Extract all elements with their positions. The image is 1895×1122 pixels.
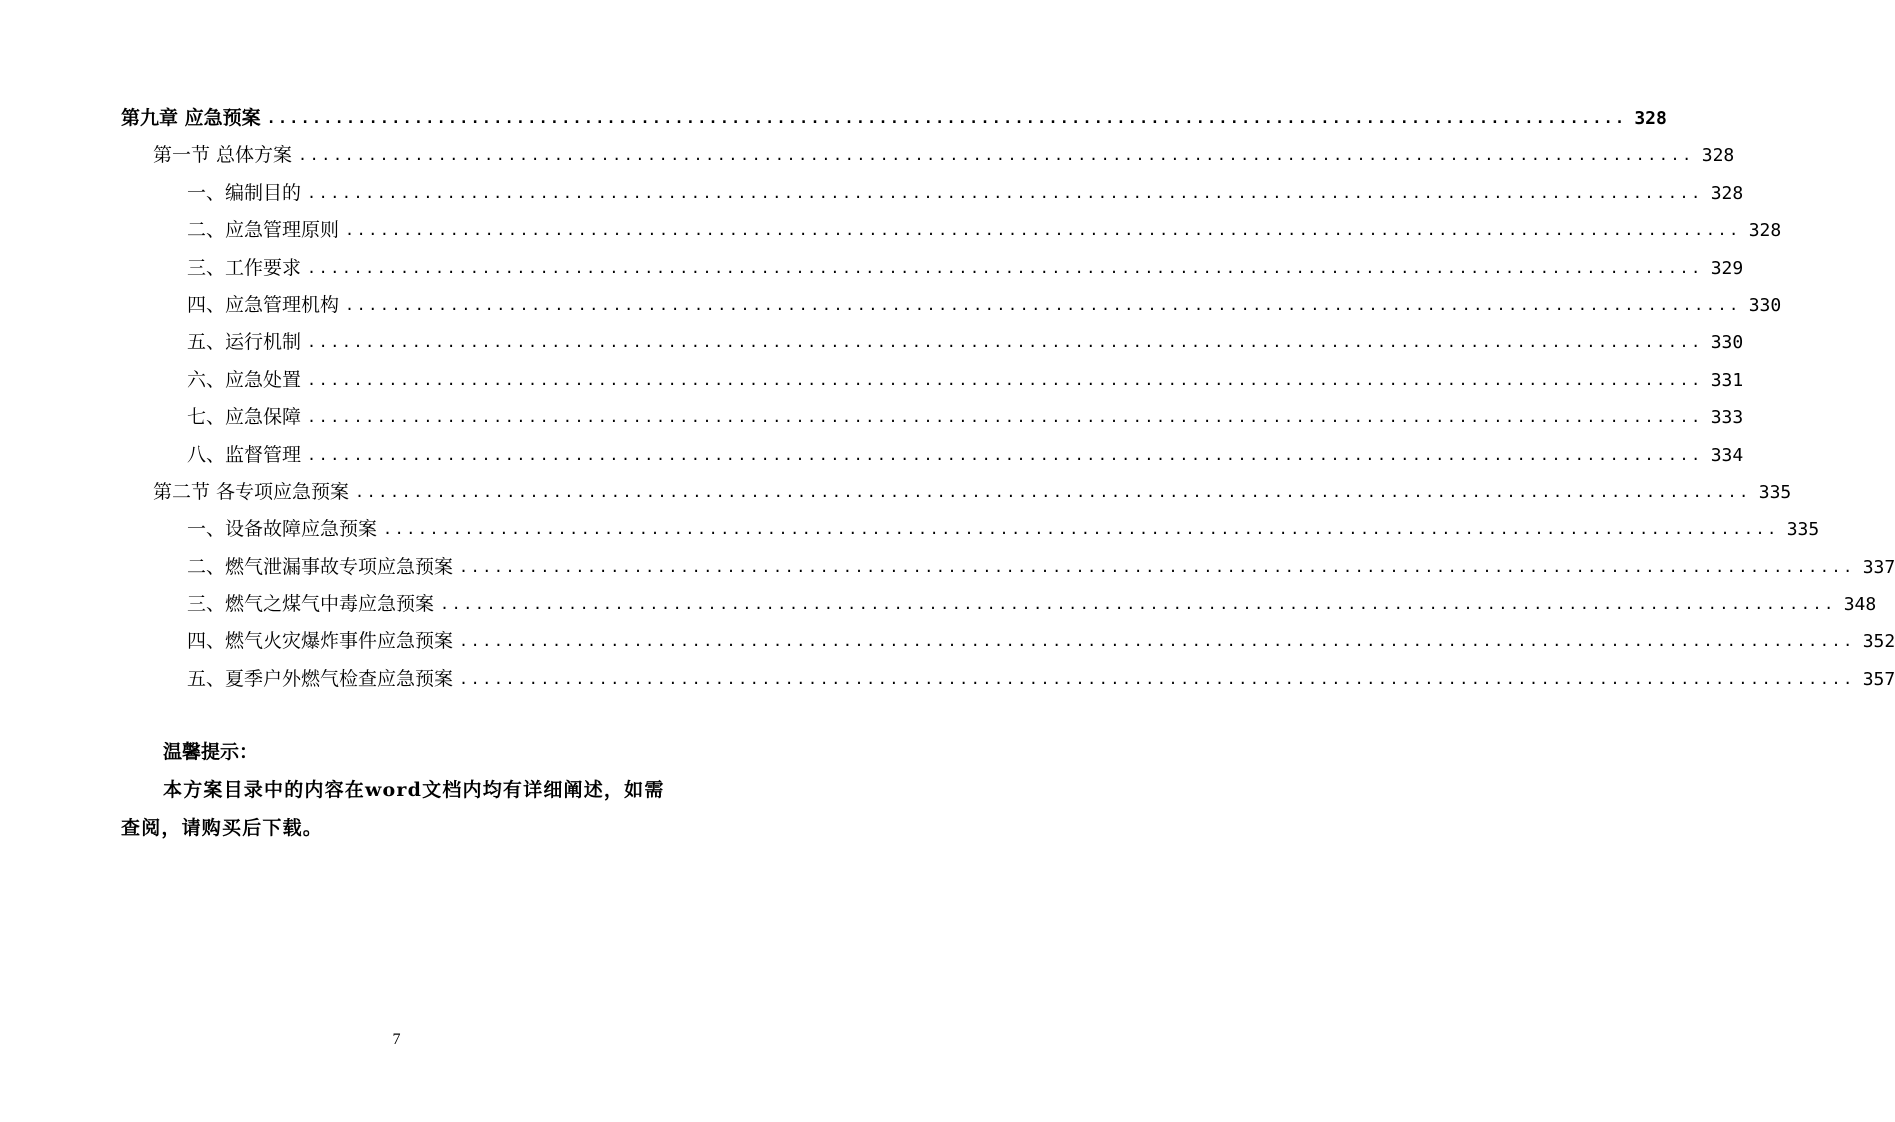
- toc-item-entry[interactable]: [121, 175, 1744, 212]
- toc-entry-title: 第九章 应急预案: [121, 106, 261, 129]
- toc-entry-title: 二、燃气泄漏事故专项应急预案: [187, 555, 454, 578]
- page-number: 7: [392, 1031, 401, 1048]
- toc-entry-page: 348: [1843, 594, 1877, 616]
- toc-entry-title: 三、工作要求: [187, 256, 302, 279]
- toc-entry-page: 328: [1634, 107, 1667, 129]
- toc-entry-title: 七、应急保障: [187, 406, 302, 429]
- toc-entry-page: 330: [1748, 294, 1782, 316]
- toc-section-entry[interactable]: [121, 474, 1792, 511]
- toc-entry-page: 337: [1862, 556, 1895, 578]
- toc-dot-leader: ........................................................................................................................: [355, 482, 1751, 501]
- toc-item-entry[interactable]: [121, 437, 1744, 474]
- toc-entry-title: 六、应急处置: [187, 368, 302, 391]
- toc-dot-leader: ........................................................................................................................: [459, 669, 1855, 688]
- toc-dot-leader: ........................................................................................................................: [307, 183, 1703, 202]
- toc-entry-title: 八、监督管理: [187, 443, 302, 466]
- toc-entry-title: 三、燃气之煤气中毒应急预案: [187, 593, 435, 616]
- toc-item-entry[interactable]: [121, 661, 1895, 698]
- toc-entry-page: 357: [1862, 668, 1895, 690]
- toc-item-entry[interactable]: [121, 399, 1744, 436]
- toc-entry-page: 335: [1758, 481, 1792, 503]
- notice-body: 本方案目录中的内容在word文档内均有详细阐述，如需查阅，请购买后下载。: [121, 779, 665, 839]
- toc-entry-page: 329: [1710, 257, 1744, 279]
- toc-entry-page: 333: [1710, 407, 1744, 429]
- toc-chapter-entry[interactable]: [121, 100, 1667, 137]
- notice-title: 温馨提示：: [163, 741, 259, 763]
- toc-entry-title: 四、燃气火灾爆炸事件应急预案: [187, 630, 454, 653]
- toc-item-entry[interactable]: [121, 586, 1877, 623]
- toc-item-entry[interactable]: [121, 287, 1782, 324]
- toc-entry-page: 352: [1862, 631, 1895, 653]
- toc-dot-leader: ........................................................................................................................: [459, 557, 1855, 576]
- toc-dot-leader: ........................................................................................................................: [307, 370, 1703, 389]
- toc-dot-leader: ........................................................................................................................: [345, 221, 1741, 240]
- toc-section-entry[interactable]: [121, 137, 1735, 174]
- toc-item-entry[interactable]: [121, 250, 1744, 287]
- toc-dot-leader: ........................................................................................................................: [307, 445, 1703, 464]
- toc-entry-title: 第一节 总体方案: [153, 144, 293, 167]
- toc-dot-leader: ........................................................................................................................: [440, 595, 1836, 614]
- toc-item-entry[interactable]: [121, 362, 1744, 399]
- toc-entry-title: 二、应急管理原则: [187, 219, 340, 242]
- toc-entry-page: 334: [1710, 444, 1744, 466]
- table-of-contents: [121, 100, 1895, 698]
- toc-entry-title: 一、设备故障应急预案: [187, 518, 378, 541]
- toc-dot-leader: ........................................................................................................................: [307, 408, 1703, 427]
- toc-dot-leader: ........................................................................................................................: [345, 295, 1741, 314]
- toc-dot-leader: ........................................................................................................................: [459, 632, 1855, 651]
- toc-entry-page: 330: [1710, 332, 1744, 354]
- toc-entry-page: 328: [1710, 182, 1744, 204]
- toc-entry-title: 五、夏季户外燃气检查应急预案: [187, 667, 454, 690]
- toc-dot-leader: ........................................................................................................................: [307, 333, 1703, 352]
- notice-box: [121, 733, 677, 847]
- toc-entry-title: 四、应急管理机构: [187, 293, 340, 316]
- toc-entry-page: 331: [1710, 369, 1744, 391]
- toc-entry-page: 328: [1701, 145, 1735, 167]
- toc-entry-title: 一、编制目的: [187, 181, 302, 204]
- toc-item-entry[interactable]: [121, 623, 1895, 660]
- toc-item-entry[interactable]: [121, 511, 1820, 548]
- toc-dot-leader: ........................................................................................................................: [298, 146, 1694, 165]
- toc-dot-leader: ........................................................................................................................: [266, 108, 1627, 127]
- toc-dot-leader: ........................................................................................................................: [307, 258, 1703, 277]
- toc-entry-page: 328: [1748, 220, 1782, 242]
- toc-item-entry[interactable]: [121, 549, 1895, 586]
- toc-entry-page: 335: [1786, 519, 1820, 541]
- toc-item-entry[interactable]: [121, 212, 1782, 249]
- toc-entry-title: 第二节 各专项应急预案: [153, 480, 350, 503]
- toc-dot-leader: ........................................................................................................................: [383, 520, 1779, 539]
- toc-item-entry[interactable]: [121, 324, 1744, 361]
- toc-entry-title: 五、运行机制: [187, 331, 302, 354]
